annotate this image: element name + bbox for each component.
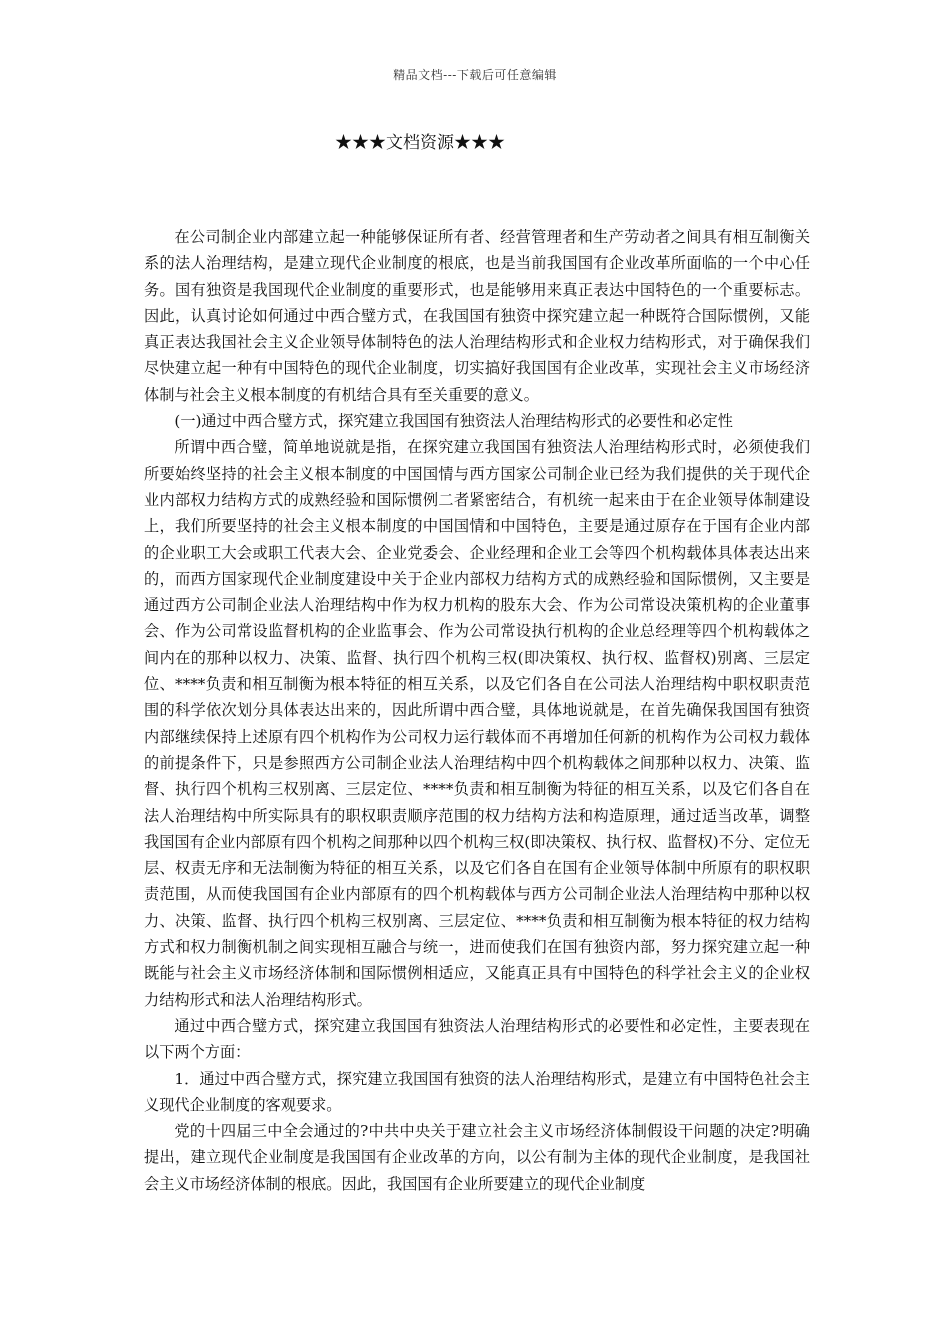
list-item: 1．通过中西合璧方式，探究建立我国国有独资的法人治理结构形式，是建立有中国特色社会主义现代企业制度的客观要求。: [144, 1069, 810, 1114]
page-header: 精品文档---下载后可任意编辑: [393, 68, 557, 82]
paragraph: 通过中西合璧方式，探究建立我国国有独资法人治理结构形式的必要性和必定性，主要表现在以下两个方面：: [144, 1016, 810, 1062]
document-banner: ★★★文档资源★★★: [335, 133, 505, 153]
paragraph: 所谓中西合璧，简单地说就是指，在探究建立我国国有独资法人治理结构形式时，必须使我们所要始终坚持的社会主义根本制度的中国国情与西方国家公司制企业已经为我们提供的关于现代企业内部权力结构方式的成熟经验和国际惯例二者紧密结合，有机统一起来由于在企业领导体制建设上，我们所要坚持的社会主义根本制度的中国国情和中国特色，主要是通过原存在于国有企业内部的企业职工大会或职工代表大会、企业党委会、企业经理和企业工会等四个机构载体具体表达出来的，而西方国家现代企业制度建设中关于企业内部权力结构方式的成熟经验和国际惯例，又主要是通过西方公司制企业法人治理结构中作为权力机构的股东大会、作为公司常设决策机构的企业董事会、作为公司常设监督机构的企业监事会、作为公司常设执行机构的企业总经理等四个机构载体之间内在的那种以权力、决策、监督、执行四个机构三权(即决策权、执行权、监督权)别离、三层定位、****负责和相互制衡为根本特征的相互关系，以及它们各自在公司法人治理结构中职权职责范围的科学依次划分具体表达出来的，因此所谓中西合璧，具体地说就是，在首先确保我国国有独资内部继续保持上述原有四个机构作为公司权力运行载体而不再增加任何新的机构作为公司权力载体的前提条件下，只是参照西方公司制企业法人治理结构中四个机构载体之间那种以权力、决策、监督、执行四个机构三权别离、三层定位、****负责和相互制衡为特征的相互关系，以及它们各自在法人治理结构中所实际具有的职权职责顺序范围的权力结构方法和构造原理，通过适当改革，调整我国国有企业内部原有四个机构之间那种以四个机构三权(即决策权、执行权、监督权)不分、定位无层、权责无序和无法制衡为特征的相互关系，以及它们各自在国有企业领导体制中所原有的职权职责范围，从而使我国国有企业内部原有的四个机构载体与西方公司制企业法人治理结构中那种以权力、决策、监督、执行四个机构三权别离、三层定位、****负责和相互制衡为根本特征的权力结构方式和权力制衡机制之间实现相互融合与统一，进而使我们在国有独资内部，努力探究建立起一种既能与社会主义市场经济体制和国际惯例相适应，又能真正具有中国特色的科学社会主义的企业权力结构形式和法人治理结构形式。: [144, 438, 810, 1009]
document-body: [144, 224, 810, 1197]
paragraph: 党的十四届三中全会通过的?中共中央关于建立社会主义市场经济体制假设干问题的决定?明确提出，建立现代企业制度是我国国有企业改革的方向，以公有制为主体的现代企业制度，是我国社会主义市场经济体制的根底。因此，我国国有企业所要建立的现代企业制度: [144, 1122, 810, 1193]
section-heading: (一)通过中西合璧方式，探究建立我国国有独资法人治理结构形式的必要性和必定性: [174, 412, 733, 431]
paragraph: 在公司制企业内部建立起一种能够保证所有者、经营管理者和生产劳动者之间具有相互制衡关系的法人治理结构，是建立现代企业制度的根底，也是当前我国国有企业改革所面临的一个中心任务。国有独资是我国现代企业制度的重要形式，也是能够用来真正表达中国特色的一个重要标志。因此，认真讨论如何通过中西合璧方式，在我国国有独资中探究建立起一种既符合国际惯例，又能真正表达我国社会主义企业领导体制特色的法人治理结构形式和企业权力结构形式，对于确保我们尽快建立起一种有中国特色的现代企业制度，切实搞好我国国有企业改革，实现社会主义市场经济体制与社会主义根本制度的有机结合具有至关重要的意义。: [144, 228, 810, 404]
